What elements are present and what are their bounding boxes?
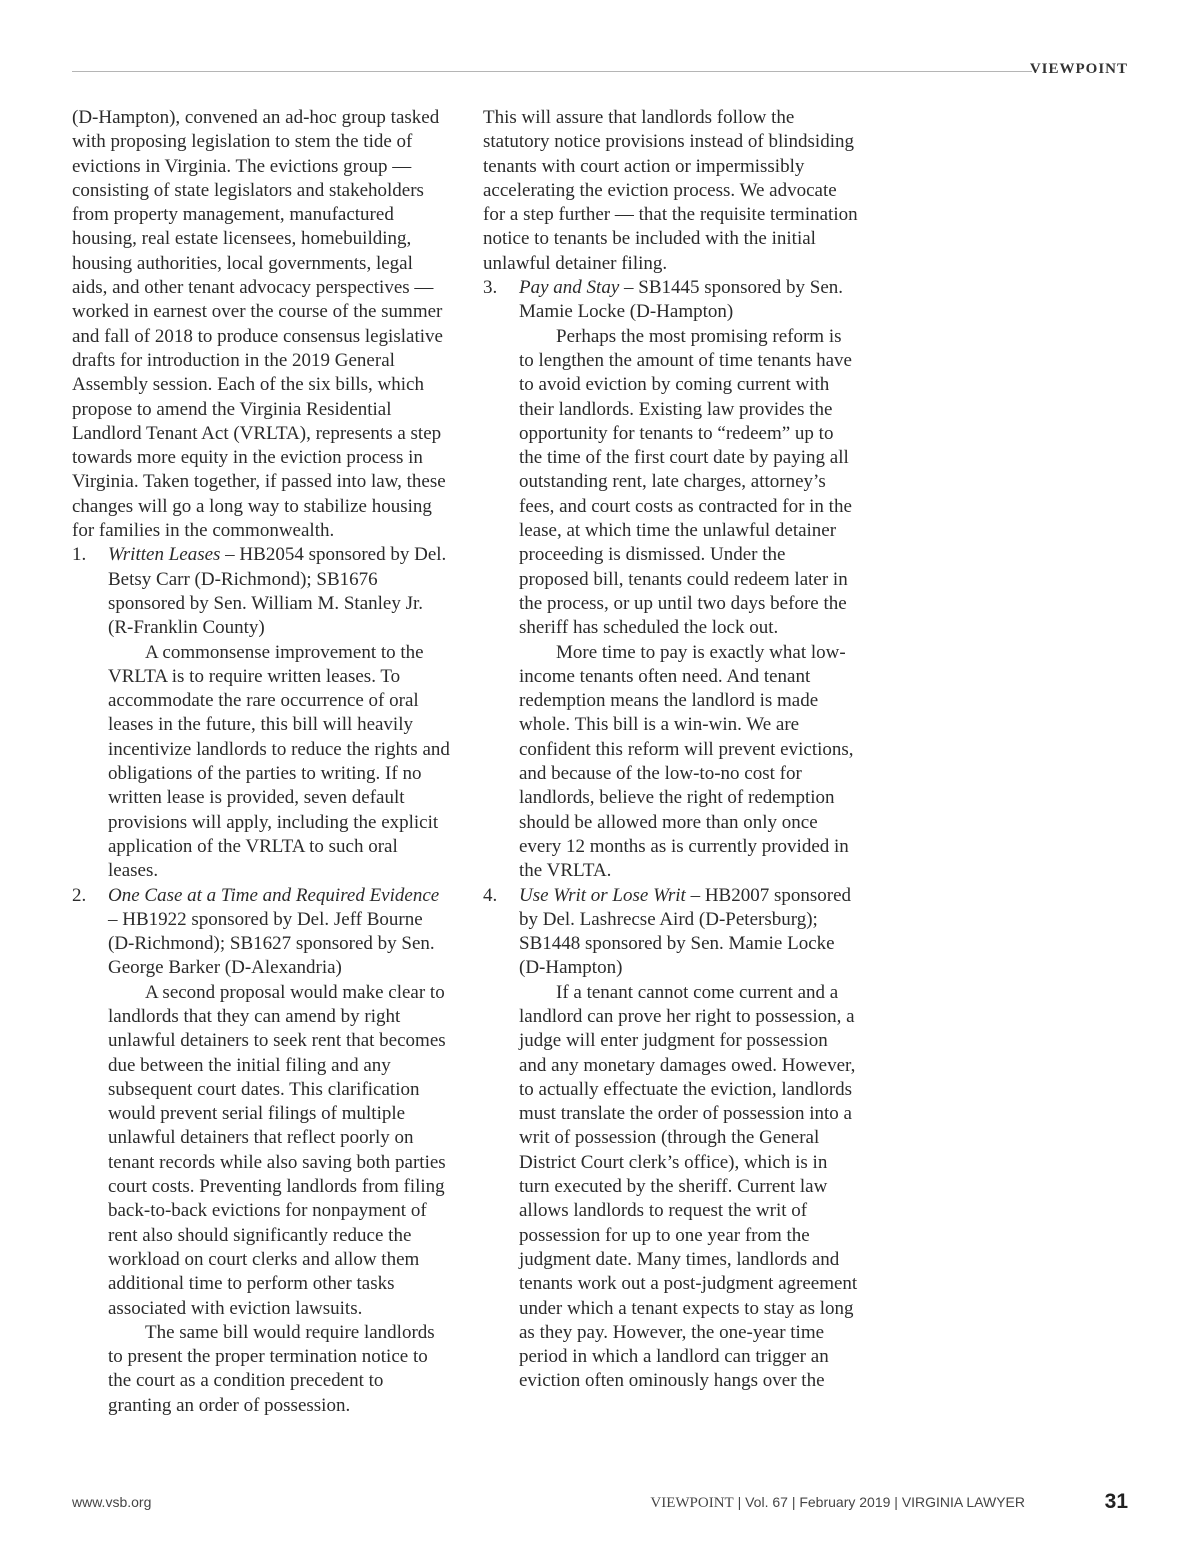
footer-issue: | Vol. 67 | February 2019 | VIRGINIA LAWYER: [733, 1494, 1025, 1510]
item-title: Pay and Stay: [519, 277, 620, 299]
item-number: 3.: [483, 277, 498, 299]
item-heading: [519, 276, 858, 325]
item-sponsor: – HB2007 sponsored by Del. Lashrecse Aird (D-Petersburg); SB1448 sponsored by Sen. Mamie Locke (D-Hampton): [519, 884, 852, 979]
item-body: More time to pay is exactly what low-income tenants often need. And tenant redemption means the landlord is made whole. This bill is a win-win. We are confident this reform will prevent evictions, and because of the low-to-no cost for landlords, believe the right of redemption should be allowed more than only once every 12 months as is currently provided in the VRLTA.: [519, 641, 854, 882]
item-number: 1.: [72, 544, 87, 566]
list-item-written-leases: [72, 543, 450, 883]
item-heading: [108, 884, 450, 981]
section-label: VIEWPOINT: [1029, 61, 1128, 77]
item-heading: [519, 884, 858, 981]
item-number: 4.: [483, 884, 498, 906]
footer-website: www.vsb.org: [72, 1494, 152, 1510]
header-rule: [72, 71, 1032, 72]
item-body: If a tenant cannot come current and a landlord can prove her right to possession, a judge will enter judgment for possession and any monetary damages owed. However, to actually effectuate the eviction, landlords must translate the order of possession into a writ of possession (through the General District Court clerk’s office), which is in turn executed by the sheriff. Current law allows landlords to request the writ of possession for up to one year from the judgment date. Many times, landlords and tenants work out a post-judgment agreement under which a tenant expects to stay as long as they pay. However, the one-year time period in which a landlord can trigger an eviction often ominously hangs over the: [519, 981, 858, 1392]
item-title: Written Leases: [108, 544, 221, 566]
right-column: [483, 106, 858, 1394]
item-body: Perhaps the most promising reform is to lengthen the amount of time tenants have to avoid eviction by coming current with their landlords. Existing law provides the opportunity for tenants to “redeem” up to the time of the first court date by paying all outstanding rent, late charges, attorney’s fees, and court costs as contracted for in the lease, at which time the unlawful detainer proceeding is dismissed. Under the proposed bill, tenants could redeem later in the process, or up until two days before the sheriff has scheduled the lock out.: [519, 325, 852, 639]
item-title: One Case at a Time and Required Evidence: [108, 884, 440, 906]
item-heading: [108, 543, 450, 640]
footer-section: VIEWPOINT: [650, 1495, 734, 1511]
intro-paragraph: (D-Hampton), convened an ad-hoc group tasked with proposing legislation to stem the tide of evictions in Virginia. The evictions group — consisting of state legislators and stakeholders from property management, manufactured housing, real estate licensees, homebuilding, housing authorities, local governments, legal aids, and other tenant advocacy perspectives — worked in earnest over the course of the summer and fall of 2018 to produce consensus legislative drafts for introduction in the 2019 General Assembly session. Each of the six bills, which propose to amend the Virginia Residential Landlord Tenant Act (VRLTA), represents a step towards more equity in the eviction process in Virginia. Taken together, if passed into law, these changes will go a long way to stabilize housing for families in the commonwealth.: [72, 107, 446, 542]
item-body: The same bill would require landlords to present the proper termination notice to the court as a condition precedent to granting an order of possession.: [108, 1321, 435, 1416]
list-item-use-writ-or-lose-writ: [483, 884, 858, 1394]
continuation-paragraph: This will assure that landlords follow the statutory notice provisions instead of blindsiding tenants with court action or impermissibly accelerating the eviction process. We advocate for a step further — that the requisite termination notice to tenants be included with the initial unlawful detainer filing.: [483, 107, 858, 274]
list-item-pay-and-stay: [483, 276, 858, 883]
item-sponsor: – HB1922 sponsored by Del. Jeff Bourne (D-Richmond); SB1627 sponsored by Sen. George Barker (D-Alexandria): [108, 908, 435, 979]
item-body: A second proposal would make clear to landlords that they can amend by right unlawful detainers to seek rent that becomes due between the initial filing and any subsequent court dates. This clarification would prevent serial filings of multiple unlawful detainers that reflect poorly on tenant records while also saving both parties court costs. Preventing landlords from filing back-to-back evictions for nonpayment of rent also should significantly reduce the workload on court clerks and allow them additional time to perform other tasks associated with eviction lawsuits.: [108, 981, 446, 1319]
item-title: Use Writ or Lose Writ: [519, 884, 686, 906]
left-column: [72, 106, 450, 1418]
item-number: 2.: [72, 884, 87, 906]
list-item-one-case-at-a-time: [72, 884, 450, 1419]
item-sponsor: – SB1445 sponsored by Sen. Mamie Locke (D-Hampton): [519, 277, 844, 323]
item-sponsor: – HB2054 sponsored by Del. Betsy Carr (D-Richmond); SB1676 sponsored by Sen. William M. Stanley Jr. (R-Franklin County): [108, 544, 447, 639]
page-number: 31: [1104, 1490, 1128, 1513]
footer-publication: [650, 1494, 1025, 1512]
item-body: A commonsense improvement to the VRLTA is to require written leases. To accommodate the rare occurrence of oral leases in the future, this bill will heavily incentivize landlords to reduce the rights and obligations of the parties to writing. If no written lease is provided, seven default provisions will apply, including the explicit application of the VRLTA to such oral leases.: [108, 641, 450, 882]
